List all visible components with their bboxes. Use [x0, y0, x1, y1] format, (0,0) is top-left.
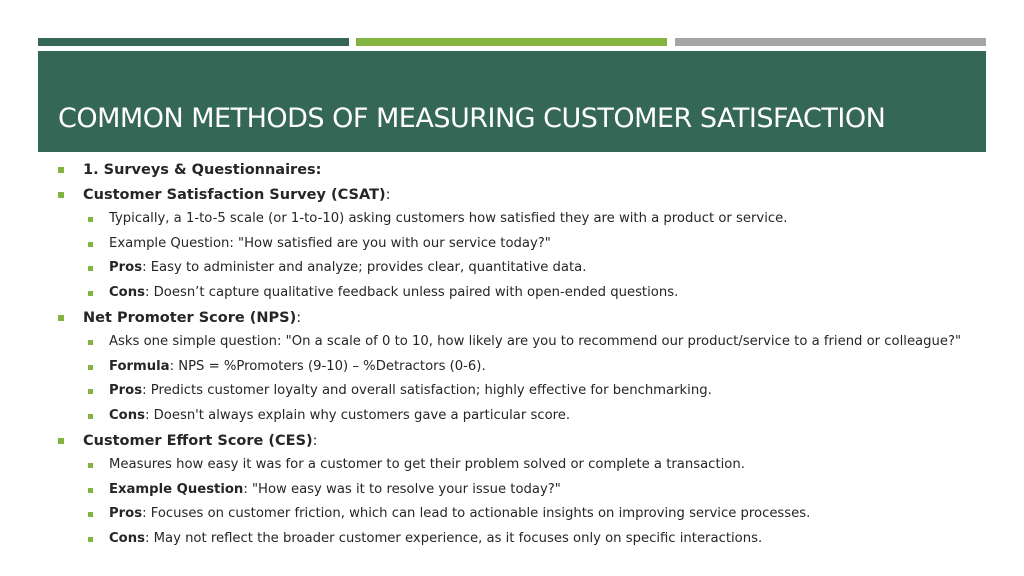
item-text: : Doesn’t capture qualitative feedback unless paired with open-ended questions. [144, 284, 679, 300]
list-item [0, 355, 1024, 380]
square-bullet-icon [88, 365, 93, 370]
item-heading: Customer Satisfaction Survey (CSAT) [83, 186, 386, 203]
item-lead: Cons [109, 284, 145, 300]
square-bullet-icon [88, 266, 93, 271]
list-item [0, 429, 1024, 454]
list-item [0, 306, 1024, 331]
item-text: : Focuses on customer friction, which can lead to actionable insights on improving service processes. [142, 506, 811, 522]
list-item [0, 232, 1024, 257]
list-item [0, 158, 1024, 183]
slide-title: COMMON METHODS OF MEASURING CUSTOMER SATISFACTION [58, 103, 886, 134]
item-text: : NPS = %Promoters (9-10) – %Detractors (0-6). [169, 358, 486, 374]
square-bullet-icon [58, 438, 64, 444]
item-suffix: : [385, 186, 391, 203]
square-bullet-icon [88, 512, 93, 517]
square-bullet-icon [58, 315, 64, 321]
item-lead: Pros [109, 506, 143, 522]
item-heading: Customer Effort Score (CES) [83, 432, 313, 449]
list-item [0, 404, 1024, 429]
square-bullet-icon [88, 537, 93, 542]
item-heading: 1. Surveys & Questionnaires: [83, 162, 322, 178]
list-item [0, 183, 1024, 208]
item-text: : Easy to administer and analyze; provides clear, quantitative data. [142, 260, 587, 276]
list-item [0, 478, 1024, 503]
item-text: : May not reflect the broader customer experience, as it focuses only on specific interactions. [144, 530, 763, 546]
item-lead: Cons [109, 407, 145, 423]
list-item [0, 207, 1024, 232]
item-text: Asks one simple question: "On a scale of 0 to 10, how likely are you to recommend our product/service to a friend or colleague?" [109, 334, 962, 350]
list-item [0, 527, 1024, 552]
item-lead: Formula [109, 358, 170, 374]
item-text: : Predicts customer loyalty and overall satisfaction; highly effective for benchmarking. [142, 383, 712, 399]
accent-bar-green [38, 38, 349, 46]
list-item [0, 256, 1024, 281]
square-bullet-icon [88, 389, 93, 394]
item-heading: Net Promoter Score (NPS) [83, 309, 297, 326]
item-lead: Pros [109, 383, 143, 399]
item-text: : Doesn't always explain why customers gave a particular score. [144, 407, 571, 423]
square-bullet-icon [88, 291, 93, 296]
square-bullet-icon [58, 167, 64, 173]
square-bullet-icon [88, 217, 93, 222]
list-item [0, 453, 1024, 478]
item-text: Typically, a 1-to-5 scale (or 1-to-10) asking customers how satisfied they are with a product or service. [109, 211, 788, 227]
item-suffix: : [312, 432, 318, 449]
item-text: Measures how easy it was for a customer to get their problem solved or complete a transaction. [109, 457, 745, 473]
square-bullet-icon [88, 340, 93, 345]
square-bullet-icon [88, 488, 93, 493]
accent-bar-gray [675, 38, 986, 46]
list-item [0, 502, 1024, 527]
item-text: Example Question: "How satisfied are you with our service today?" [109, 235, 551, 251]
item-lead: Cons [109, 530, 145, 546]
item-text: : "How easy was it to resolve your issue today?" [243, 481, 561, 497]
list-item [0, 379, 1024, 404]
square-bullet-icon [88, 463, 93, 468]
list-item [0, 281, 1024, 306]
square-bullet-icon [58, 192, 64, 198]
accent-bar-lime [356, 38, 667, 46]
item-suffix: : [296, 309, 302, 326]
title-band [38, 51, 986, 152]
list-item [0, 330, 1024, 355]
slide-content [0, 158, 1024, 552]
square-bullet-icon [88, 414, 93, 419]
item-lead: Pros [109, 260, 143, 276]
square-bullet-icon [88, 242, 93, 247]
item-lead: Example Question [109, 481, 244, 497]
